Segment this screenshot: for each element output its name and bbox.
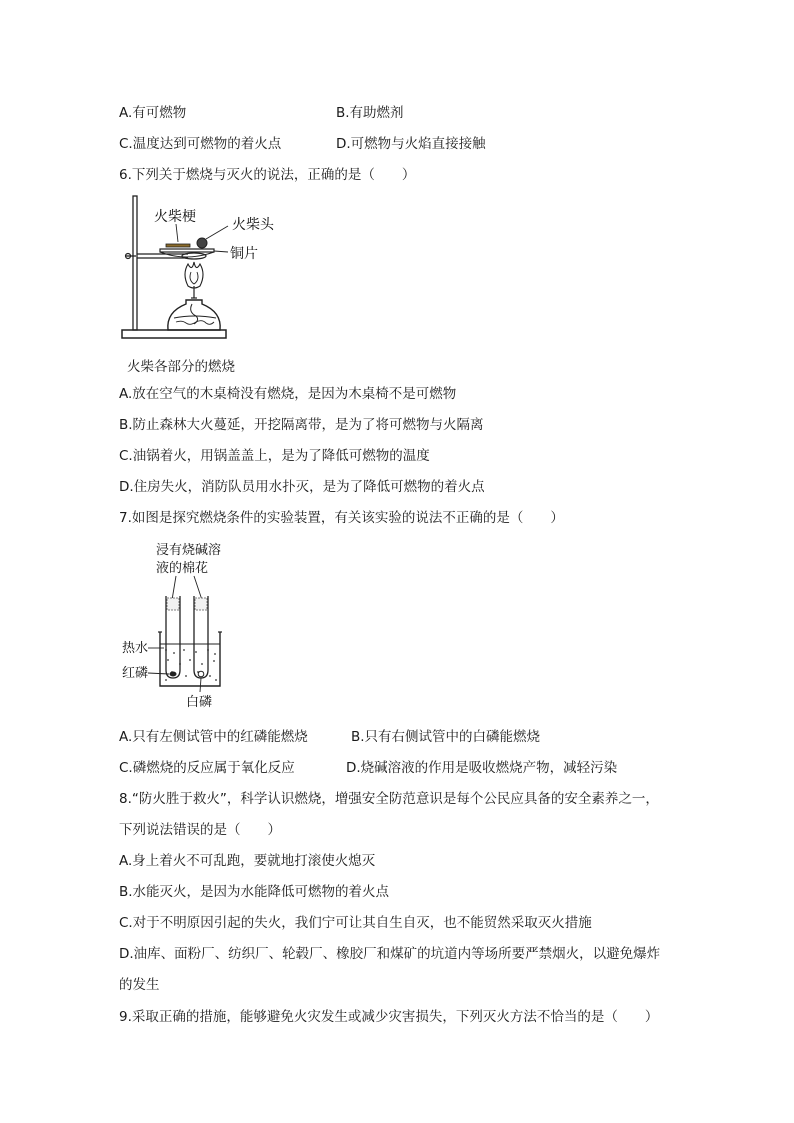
q8-stem-line2: 下列说法错误的是（ ） [119, 822, 281, 838]
q7-option-a: A.只有左侧试管中的红磷能燃烧 [119, 729, 308, 745]
label-white-phosphorus: 白磷 [186, 695, 213, 710]
q8-option-a: A.身上着火不可乱跑，要就地打滚使火熄灭 [119, 853, 376, 869]
q8-option-c: C.对于不明原因引起的失火，我们宁可让其自生自灭，也不能贸然采取灭火措施 [119, 915, 592, 931]
q7-stem: 7.如图是探究燃烧条件的实验装置，有关该实验的说法不正确的是（ ） [119, 510, 564, 526]
q6-stem: 6.下列关于燃烧与灭火的说法，正确的是（ ） [119, 167, 416, 183]
q8-option-b: B.水能灭火，是因为水能降低可燃物的着火点 [119, 884, 390, 900]
q8-option-d-line2: 的发生 [119, 977, 160, 993]
q5-option-d: D.可燃物与火焰直接接触 [336, 136, 486, 152]
label-copper-plate: 铜片 [230, 246, 258, 262]
q6-figure-caption: 火柴各部分的燃烧 [127, 359, 235, 375]
q8-stem-line1: 8.“防火胜于救火”，科学认识燃烧，增强安全防范意识是每个公民应具备的安全素养之一， [119, 791, 659, 807]
q7-option-d: D.烧碱溶液的作用是吸收燃烧产物，减轻污染 [346, 760, 618, 776]
q6-option-c: C.油锅着火，用锅盖盖上，是为了降低可燃物的温度 [119, 448, 430, 464]
q5-option-b: B.有助燃剂 [336, 105, 404, 121]
label-match-stick: 火柴梗 [154, 209, 196, 225]
q9-stem: 9.采取正确的措施，能够避免火灾发生或减少灾害损失，下列灭火方法不恰当的是（ ） [119, 1009, 659, 1025]
label-cotton-line2: 液的棉花 [156, 561, 209, 576]
q7-option-b: B.只有右侧试管中的白磷能燃烧 [351, 729, 541, 745]
q6-option-b: B.防止森林大火蔓延，开挖隔离带，是为了将可燃物与火隔离 [119, 417, 484, 433]
label-hot-water: 热水 [122, 641, 149, 656]
q5-option-a: A.有可燃物 [119, 105, 187, 121]
q7-option-c: C.磷燃烧的反应属于氧化反应 [119, 760, 295, 776]
label-cotton-line1: 浸有烧碱溶 [156, 543, 222, 558]
label-red-phosphorus: 红磷 [122, 666, 149, 681]
label-match-head: 火柴头 [232, 217, 274, 233]
combustion-conditions-apparatus-figure [120, 540, 235, 712]
q6-option-a: A.放在空气的木桌椅没有燃烧，是因为木桌椅不是可燃物 [119, 386, 457, 402]
q6-option-d: D.住房失火，消防队员用水扑灭，是为了降低可燃物的着火点 [119, 479, 485, 495]
q8-option-d-line1: D.油库、面粉厂、纺织厂、轮毂厂、橡胶厂和煤矿的坑道内等场所要严禁烟火，以避免爆炸 [119, 946, 661, 962]
q5-option-c: C.温度达到可燃物的着火点 [119, 136, 282, 152]
match-burning-apparatus-figure [116, 192, 296, 352]
